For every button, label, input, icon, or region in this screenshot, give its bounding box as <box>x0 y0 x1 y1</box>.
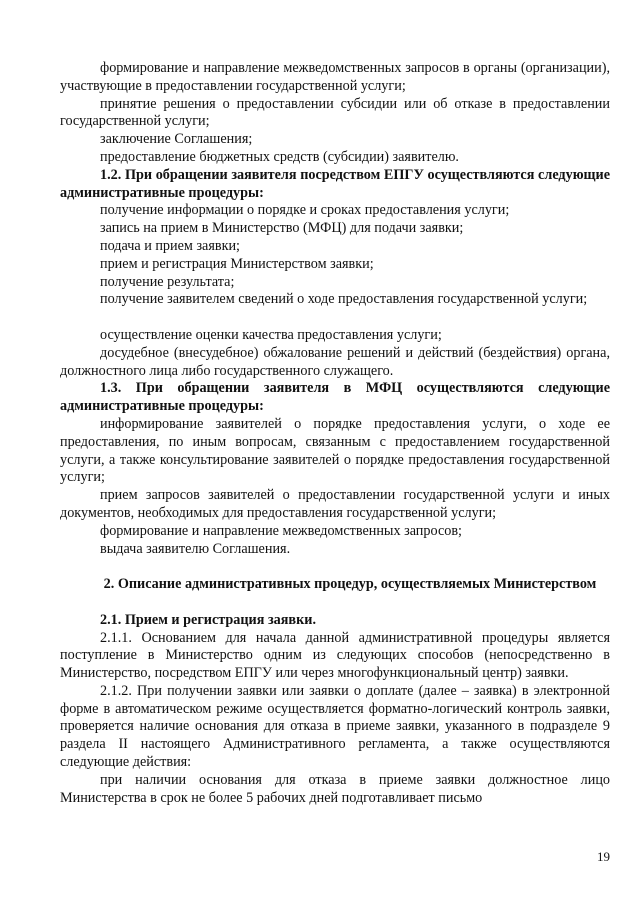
paragraph: досудебное (внесудебное) обжалование решений и действий (бездействия) органа, должностного лица либо государственного служащего. <box>60 344 610 379</box>
section-heading-2-1: 2.1. Прием и регистрация заявки. <box>100 611 316 628</box>
paragraph: осуществление оценки качества предоставления услуги; <box>100 326 442 343</box>
paragraph: получение результата; <box>100 273 235 290</box>
paragraph: выдача заявителю Соглашения. <box>100 540 291 557</box>
paragraph: 2.1.1. Основанием для начала данной административной процедуры является поступление в Министерство одним из следующих способов (непосредственно в Министерство, посредством ЕПГУ или через многофункциональный центр) заявки. <box>60 629 610 682</box>
paragraph: прием и регистрация Министерством заявки; <box>100 255 374 272</box>
paragraph: принятие решения о предоставлении субсидии или об отказе в предоставлении государственной услуги; <box>60 95 610 130</box>
paragraph: 2.1.2. При получении заявки или заявки о доплате (далее – заявка) в электронной форме в автоматическом режиме осуществляется форматно-логический контроль заявки, проверяется наличие основания для отказа в приеме заявки, указанного в подразделе 9 раздела II настоящего Административного регламента, а также осуществляются следующие действия: <box>60 682 610 771</box>
paragraph: предоставление бюджетных средств (субсидии) заявителю. <box>100 148 459 165</box>
paragraph: получение заявителем сведений о ходе предоставления государственной услуги; <box>100 291 588 308</box>
paragraph: подача и прием заявки; <box>100 237 240 254</box>
section-heading-2: 2. Описание административных процедур, осуществляемых Министерством <box>103 576 597 593</box>
blank-line <box>60 309 610 327</box>
section-heading-1-2: 1.2. При обращении заявителя посредством ЕПГУ осуществляются следующие административные процедуры: <box>60 166 610 201</box>
blank-line <box>60 594 610 612</box>
paragraph: формирование и направление межведомственных запросов; <box>100 522 462 539</box>
paragraph: информирование заявителей о порядке предоставления услуги, о ходе ее предоставления, по иным вопросам, связанным с предоставлением государственной услуги, а также консультирование заявителей о порядке предоставления государственной услуги; <box>60 415 610 486</box>
section-heading-1-3: 1.3. При обращении заявителя в МФЦ осуществляются следующие административные процедуры: <box>60 380 610 415</box>
page-body <box>60 60 610 807</box>
paragraph: получение информации о порядке и сроках предоставления услуги; <box>100 202 510 219</box>
paragraph: при наличии основания для отказа в приеме заявки должностное лицо Министерства в срок не более 5 рабочих дней подготавливает письмо <box>60 771 610 806</box>
page-number: 19 <box>597 849 610 864</box>
blank-line <box>60 558 610 576</box>
paragraph: заключение Соглашения; <box>100 131 253 148</box>
paragraph: формирование и направление межведомственных запросов в органы (организации), участвующие в предоставлении государственной услуги; <box>60 60 610 94</box>
paragraph: прием запросов заявителей о предоставлении государственной услуги и иных документов, необходимых для предоставления государственной услуги; <box>60 487 610 521</box>
paragraph: запись на прием в Министерство (МФЦ) для подачи заявки; <box>100 220 464 237</box>
